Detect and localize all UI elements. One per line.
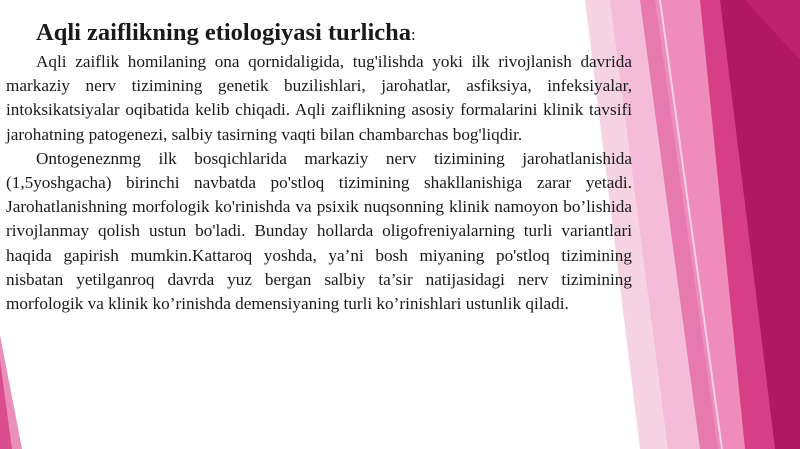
slide-content xyxy=(6,18,632,316)
slide-title-colon: : xyxy=(411,25,416,44)
slide-title-text: Aqli zaiflikning etiologiyasi turlicha xyxy=(36,19,412,46)
paragraph-ontogenesis: Ontogeneznmg ilk bosqichlarida markaziy nerv tizimining jarohatlanishida (1,5yoshgacha) birinchi navbatda po'stloq tizimining shakllanishiga zarar yetadi. Jarohatlanishning morfologik ko'rinishda va psixik nuqsonning klinik namoyon bo’lishida rivojlanmay qolish ustun bo'ladi. Bunday hollarda oligofreniyalarning turli variantlari haqida gapirish mumkin.Kattaroq yoshda, ya’ni bosh miyaning po'stloq tizimining nisbatan yetilganroq davrda yuz bergan salbiy ta’sir natijasidagi nerv tizimining morfologik va klinik ko’rinishda demensiyaning turli ko’rinishlari ustunlik qiladi. xyxy=(6,148,632,314)
slide-title xyxy=(36,18,632,50)
paragraph-etiology: Aqli zaiflik homilaning ona qornidaligida, tug'ilishda yoki ilk rivojlanish davrida markaziy nerv tizimining genetik buzilishlari, jarohatlar, asfiksiya, infeksiyalar, intoksikatsiyalar oqibatida kelib chiqadi. Aqli zaiflikning asosiy formalarini klinik tavsifi jarohatning patogenezi, salbiy tasirning vaqti bilan chambarchas bog'liqdir. xyxy=(6,52,632,144)
